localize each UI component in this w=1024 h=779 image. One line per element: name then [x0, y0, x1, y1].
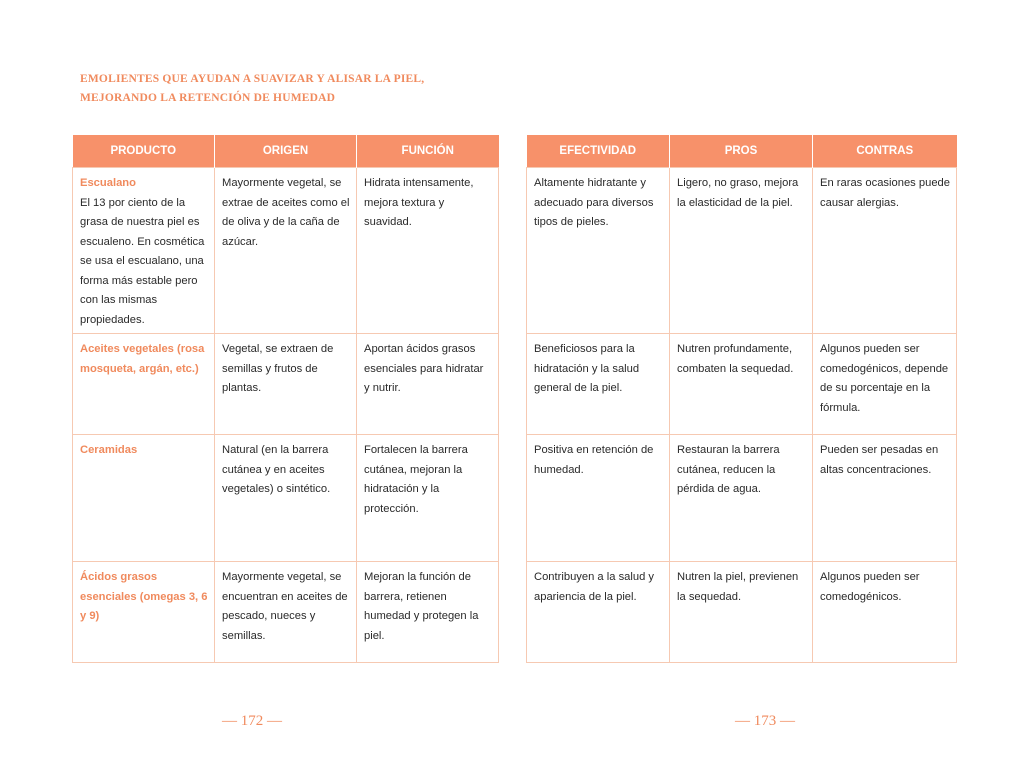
table-row — [527, 562, 957, 663]
cell-efectividad: Positiva en retención de humedad. — [527, 435, 670, 562]
header-producto: PRODUCTO — [73, 135, 215, 168]
header-contras: CONTRAS — [813, 135, 957, 168]
title-line-2: MEJORANDO LA RETENCIÓN DE HUMEDAD — [80, 92, 336, 104]
table-row — [527, 435, 957, 562]
product-name: Ceramidas — [80, 444, 138, 456]
product-name: Ácidos grasos esenciales (omegas 3, 6 y 9) — [80, 571, 208, 622]
cell-contras: Algunos pueden ser comedogénicos. — [813, 562, 957, 663]
cell-producto — [73, 334, 215, 435]
table-row — [73, 435, 499, 562]
cell-contras: Pueden ser pesadas en altas concentraciones. — [813, 435, 957, 562]
product-description: El 13 por ciento de la grasa de nuestra piel es escualeno. En cosmética se usa el escualano, una forma más estable pero con las mismas propiedades. — [80, 196, 205, 326]
header-funcion: FUNCIÓN — [357, 135, 499, 168]
page-number-right: — 173 — — [735, 713, 795, 729]
cell-pros: Nutren la piel, previenen la sequedad. — [670, 562, 813, 663]
table-row — [527, 168, 957, 334]
cell-pros: Restauran la barrera cutánea, reducen la pérdida de agua. — [670, 435, 813, 562]
right-page-table — [526, 135, 957, 663]
cell-funcion: Aportan ácidos grasos esenciales para hidratar y nutrir. — [357, 334, 499, 435]
cell-contras: Algunos pueden ser comedogénicos, depende de su porcentaje en la fórmula. — [813, 334, 957, 435]
cell-producto — [73, 435, 215, 562]
table-row — [73, 562, 499, 663]
table-row — [73, 168, 499, 334]
cell-funcion: Fortalecen la barrera cutánea, mejoran la hidratación y la protección. — [357, 435, 499, 562]
product-name: Aceites vegetales (rosa mosqueta, argán, etc.) — [80, 343, 205, 375]
cell-funcion: Mejoran la función de barrera, retienen humedad y protegen la piel. — [357, 562, 499, 663]
header-efectividad: EFECTIVIDAD — [527, 135, 670, 168]
cell-origen: Natural (en la barrera cutánea y en aceites vegetales) o sintético. — [215, 435, 357, 562]
cell-origen: Mayormente vegetal, se encuentran en aceites de pescado, nueces y semillas. — [215, 562, 357, 663]
cell-funcion: Hidrata intensamente, mejora textura y suavidad. — [357, 168, 499, 334]
header-origen: ORIGEN — [215, 135, 357, 168]
cell-producto — [73, 168, 215, 334]
cell-contras: En raras ocasiones puede causar alergias. — [813, 168, 957, 334]
section-title — [80, 70, 424, 108]
cell-efectividad: Altamente hidratante y adecuado para diversos tipos de pieles. — [527, 168, 670, 334]
cell-efectividad: Contribuyen a la salud y apariencia de la piel. — [527, 562, 670, 663]
table-header-row — [73, 135, 499, 168]
cell-origen: Vegetal, se extraen de semillas y frutos de plantas. — [215, 334, 357, 435]
cell-efectividad: Beneficiosos para la hidratación y la salud general de la piel. — [527, 334, 670, 435]
cell-origen: Mayormente vegetal, se extrae de aceites como el de oliva y de la caña de azúcar. — [215, 168, 357, 334]
cell-pros: Ligero, no graso, mejora la elasticidad de la piel. — [670, 168, 813, 334]
table-row — [527, 334, 957, 435]
cell-pros: Nutren profundamente, combaten la sequedad. — [670, 334, 813, 435]
cell-producto — [73, 562, 215, 663]
left-page-table — [72, 135, 499, 663]
page-number-left: — 172 — — [222, 713, 282, 729]
title-line-1: EMOLIENTES QUE AYUDAN A SUAVIZAR Y ALISAR LA PIEL, — [80, 73, 425, 85]
header-pros: PROS — [670, 135, 813, 168]
product-name: Escualano — [80, 177, 136, 189]
table-row — [73, 334, 499, 435]
table-header-row — [527, 135, 957, 168]
